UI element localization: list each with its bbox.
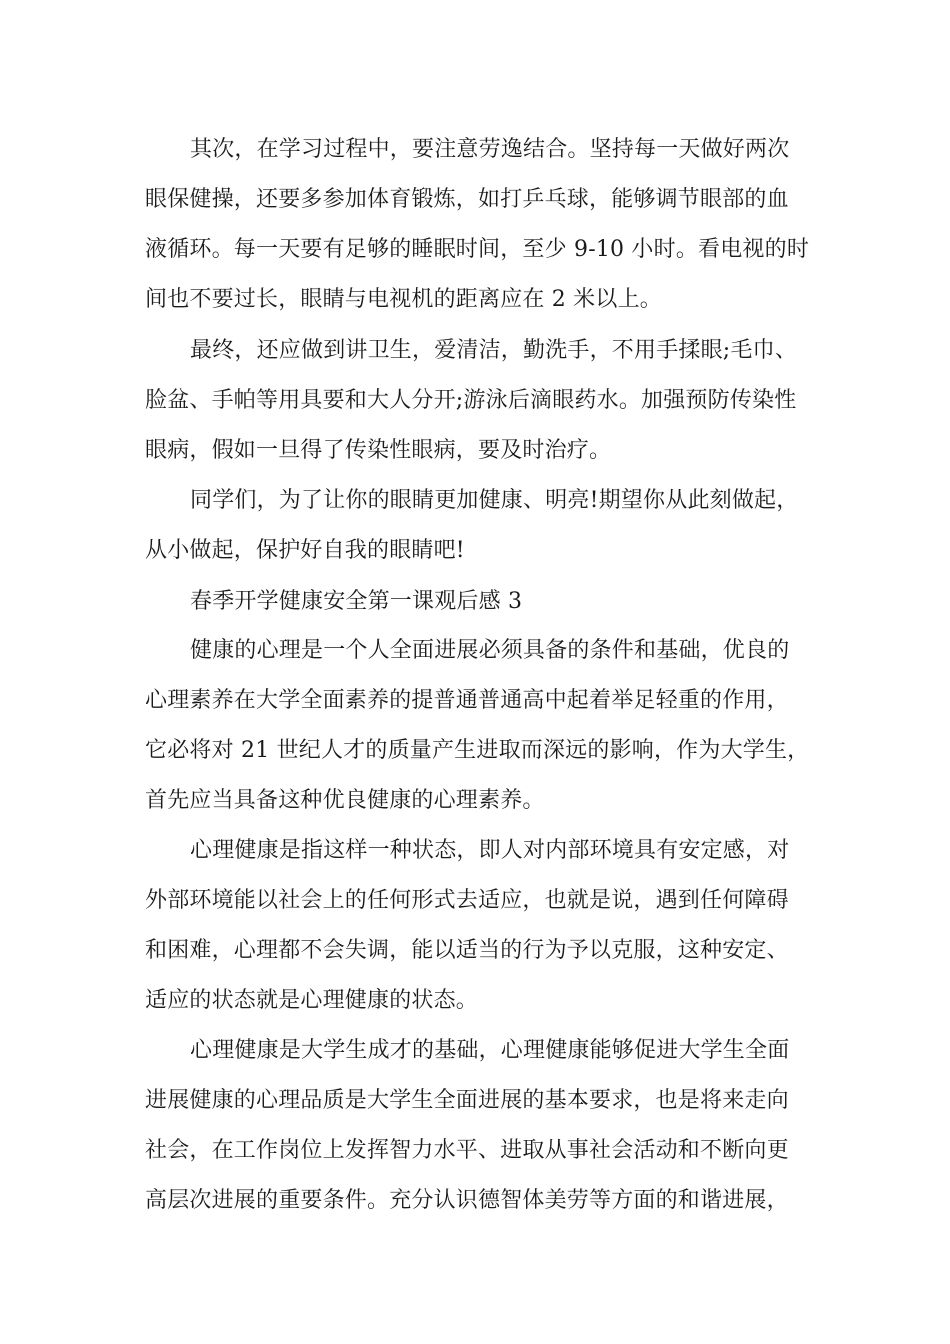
paragraph-line: 间也不要过长，眼睛与电视机的距离应在 2 米以上。 [145,287,662,312]
paragraph-line: 和困难，心理都不会失调，能以适当的行为予以克服，这种安定、 [145,938,789,963]
section-heading: 春季开学健康安全第一课观后感 3 [190,589,523,614]
paragraph-line: 首先应当具备这种优良健康的心理素养。 [145,788,545,813]
paragraph-line: 眼保健操，还要多参加体育锻炼，如打乒乓球，能够调节眼部的血 [145,187,789,212]
paragraph-line: 眼病，假如一旦得了传染性眼病，要及时治疗。 [145,438,612,463]
paragraph-line: 进展健康的心理品质是大学生全面进展的基本要求，也是将来走向 [145,1088,789,1113]
paragraph-line: 液循环。每一天要有足够的睡眠时间，至少 9-10 小时。看电视的时 [145,237,810,262]
paragraph-line: 社会，在工作岗位上发挥智力水平、进取从事社会活动和不断向更 [145,1138,789,1163]
paragraph-line: 其次，在学习过程中，要注意劳逸结合。坚持每一天做好两次 [190,137,790,162]
paragraph-line: 脸盆、手帕等用具要和大人分开;游泳后滴眼药水。加强预防传染性 [145,388,797,413]
paragraph-line: 心理健康是大学生成才的基础，心理健康能够促进大学生全面 [190,1038,790,1063]
paragraph-line: 它必将对 21 世纪人才的质量产生进取而深远的影响，作为大学生， [145,738,810,763]
paragraph-line: 从小做起，保护好自我的眼睛吧! [145,538,465,563]
paragraph-line: 心理健康是指这样一种状态，即人对内部环境具有安定感，对 [190,838,790,863]
paragraph-line: 高层次进展的重要条件。充分认识德智体美劳等方面的和谐进展， [145,1188,789,1213]
paragraph-line: 同学们，为了让你的眼睛更加健康、明亮!期望你从此刻做起， [190,488,799,513]
paragraph-line: 适应的状态就是心理健康的状态。 [145,988,479,1013]
paragraph-line: 最终，还应做到讲卫生，爱清洁，勤洗手，不用手揉眼;毛巾、 [190,338,798,363]
paragraph-line: 外部环境能以社会上的任何形式去适应，也就是说，遇到任何障碍 [145,888,789,913]
paragraph-line: 心理素养在大学全面素养的提普通普通高中起着举足轻重的作用， [145,688,789,713]
paragraph-line: 健康的心理是一个人全面进展必须具备的条件和基础，优良的 [190,638,790,663]
